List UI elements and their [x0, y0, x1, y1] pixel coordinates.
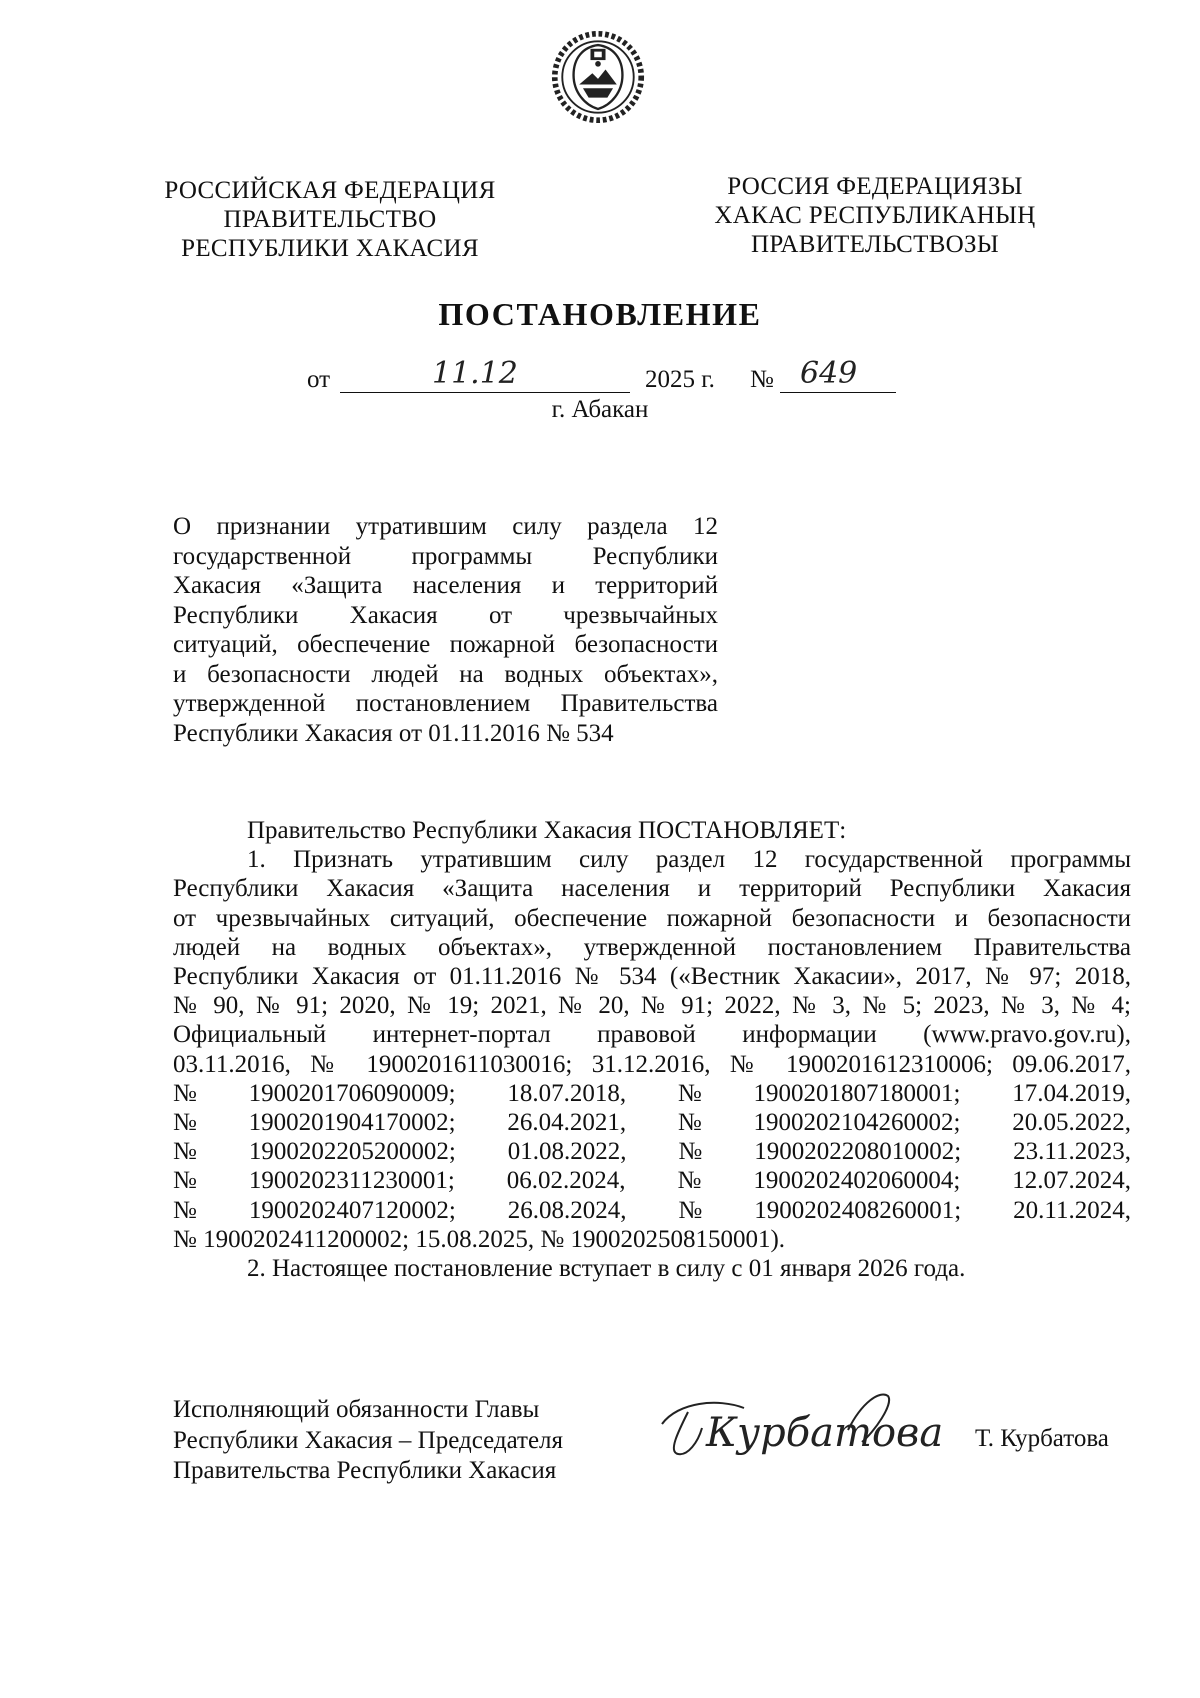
header-russian	[150, 176, 510, 263]
subject-line: Хакасия «Защита населения и территорий	[173, 572, 718, 599]
header-left-line: РЕСПУБЛИКИ ХАКАСИЯ	[181, 235, 479, 262]
row-cell: №	[677, 1109, 702, 1137]
row-cell: 17.04.2019,	[1012, 1079, 1131, 1107]
body-line: Республики Хакасия от 01.11.2016 № 534 («Вестник Хакасии», 2017, № 97; 2018,	[173, 963, 1131, 991]
document-title: ПОСТАНОВЛЕНИЕ	[438, 296, 762, 332]
row-cell: 1900201904170002;	[248, 1109, 456, 1137]
row-cell: №	[173, 1138, 197, 1166]
subject-line: и безопасности людей на водных объектах»,	[173, 660, 718, 688]
row-cell: №	[677, 1167, 702, 1195]
body-paragraph-2: 2. Настоящее постановление вступает в силу с 01 января 2026 года.	[247, 1255, 966, 1283]
registration-row	[173, 1196, 1131, 1225]
row-cell: №	[678, 1196, 703, 1224]
city-label: г. Абакан	[551, 396, 649, 423]
registration-row	[173, 1079, 1131, 1108]
row-cell: 26.08.2024,	[507, 1196, 627, 1224]
row-cell: 20.11.2024,	[1013, 1196, 1131, 1224]
row-cell: №	[173, 1167, 197, 1195]
row-cell: 01.08.2022,	[507, 1138, 627, 1166]
row-cell: 1900202311230001;	[248, 1167, 455, 1195]
row-cell: 23.11.2023,	[1013, 1138, 1131, 1166]
header-right-line: РОССИЯ ФЕДЕРАЦИЯЗЫ	[727, 173, 1023, 200]
signature-text: Курбатова	[706, 1410, 944, 1456]
subject-line: утвержденной постановлением Правительства	[173, 690, 718, 717]
year-label: 2025 г.	[645, 366, 715, 393]
position-line: Исполняющий обязанности Главы	[173, 1396, 540, 1423]
number-sign: №	[750, 366, 774, 393]
subject-line: О признании утратившим силу раздела 12	[173, 513, 718, 540]
row-cell: №	[677, 1079, 702, 1107]
number-underline	[780, 392, 896, 393]
handwritten-signature	[648, 1382, 944, 1472]
row-cell: 1900202408260001;	[754, 1196, 962, 1224]
signatory-name: Т. Курбатова	[975, 1425, 1109, 1452]
subject-line: Республики Хакасия от чрезвычайных	[173, 601, 718, 629]
body-line: людей на водных объектах», утвержденной постановлением Правительства	[173, 933, 1131, 961]
row-cell: 1900201807180001;	[753, 1079, 961, 1107]
body-intro: Правительство Республики Хакасия ПОСТАНОВЛЯЕТ:	[247, 817, 847, 844]
header-khakas	[680, 172, 1070, 259]
row-cell: 26.04.2021,	[507, 1109, 627, 1137]
row-cell: 06.02.2024,	[506, 1167, 626, 1195]
body-line: 03.11.2016, № 1900201611030016; 31.12.2016, № 1900201612310006; 09.06.2017,	[173, 1050, 1131, 1078]
row-cell: №	[173, 1196, 197, 1224]
row-cell: 1900202205200002;	[248, 1138, 456, 1166]
subject-line: государственной программы Республики	[173, 542, 718, 570]
number-handwritten: 649	[800, 356, 858, 391]
coat-of-arms-icon	[551, 30, 645, 124]
header-right-line: ХАКАС РЕСПУБЛИКАНЫҢ	[714, 202, 1036, 229]
body-line: № 1900202411200002; 15.08.2025, № 1900202508150001).	[173, 1225, 786, 1253]
body-line: от чрезвычайных ситуаций, обеспечение пожарной безопасности и безопасности	[173, 904, 1131, 932]
header-left-line: ПРАВИТЕЛЬСТВО	[223, 206, 437, 233]
row-cell: 1900202402060004;	[753, 1167, 961, 1195]
row-cell: 1900202104260002;	[753, 1109, 961, 1137]
row-cell: 12.07.2024,	[1012, 1167, 1131, 1195]
signatory-position	[173, 1395, 563, 1487]
document-body	[173, 816, 1131, 1283]
position-line: Республики Хакасия – Председателя	[173, 1426, 564, 1454]
row-cell: №	[173, 1109, 197, 1137]
subject-line: Республики Хакасия от 01.11.2016 № 534	[173, 719, 614, 747]
body-line: Республики Хакасия «Защита населения и территорий Республики Хакасия	[173, 875, 1131, 903]
registration-row	[173, 1137, 1131, 1166]
date-handwritten: 11.12	[432, 356, 518, 391]
date-underline	[340, 392, 630, 393]
row-cell: №	[173, 1079, 197, 1107]
row-cell: 1900202208010002;	[754, 1138, 962, 1166]
header-right-line: ПРАВИТЕЛЬСТВОЗЫ	[751, 231, 999, 258]
document-subject	[173, 512, 718, 748]
registration-row	[173, 1166, 1131, 1195]
date-prefix: от	[307, 366, 331, 393]
row-cell: 18.07.2018,	[507, 1079, 627, 1107]
body-line: Официальный интернет-портал правовой информации (www.pravo.gov.ru),	[173, 1021, 1131, 1049]
subject-line: ситуаций, обеспечение пожарной безопасности	[173, 631, 718, 658]
position-line: Правительства Республики Хакасия	[173, 1457, 557, 1484]
header-left-line: РОССИЙСКАЯ ФЕДЕРАЦИЯ	[164, 177, 496, 204]
registration-row	[173, 1108, 1131, 1137]
body-line: 1. Признать утратившим силу раздел 12 государственной программы	[247, 846, 1131, 874]
row-cell: 1900202407120002;	[248, 1196, 456, 1224]
row-cell: 20.05.2022,	[1012, 1109, 1131, 1137]
body-line: № 90, № 91; 2020, № 19; 2021, № 20, № 91; 2022, № 3, № 5; 2023, № 3, № 4;	[173, 992, 1131, 1020]
row-cell: 1900201706090009;	[248, 1079, 456, 1107]
row-cell: №	[678, 1138, 703, 1166]
